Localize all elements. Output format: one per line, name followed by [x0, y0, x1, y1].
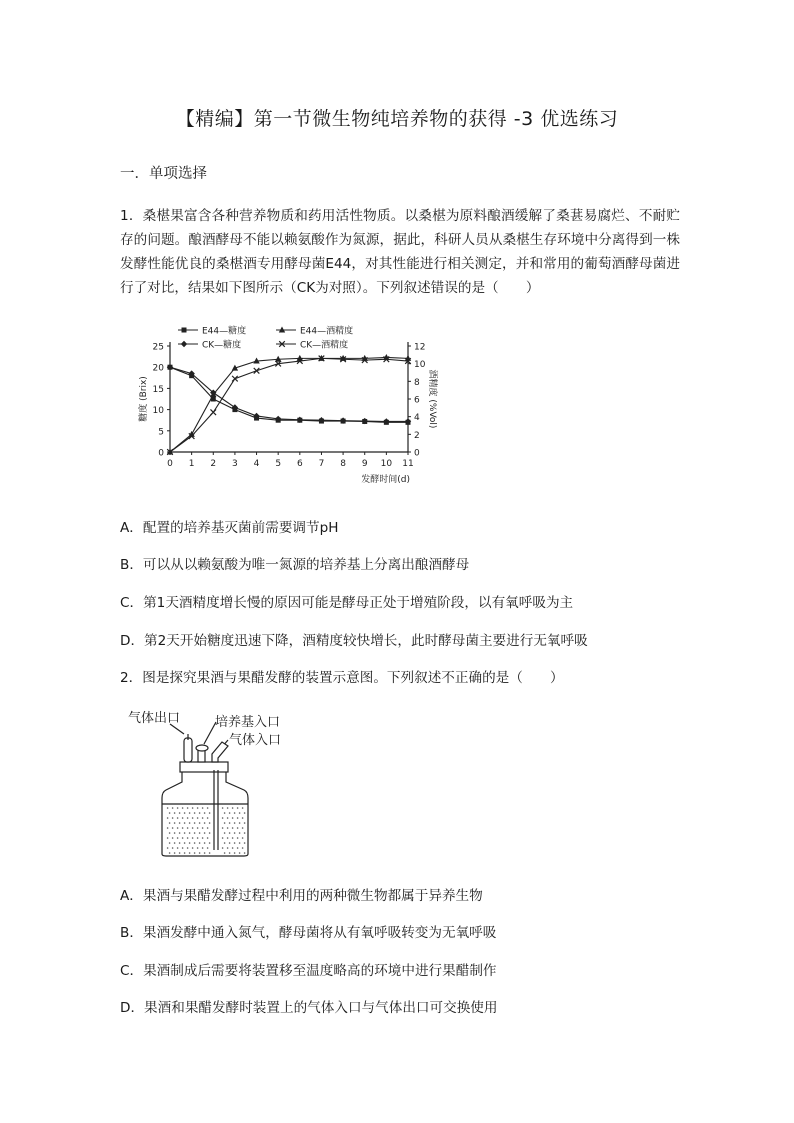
- section-heading: 一．单项选择: [120, 166, 207, 182]
- q2-option-b: B．果酒发酵中通入氮气，酵母菌将从有氧呼吸转变为无氧呼吸: [120, 925, 497, 941]
- x-tick-label: 6: [296, 459, 303, 469]
- medium-inlet-label: 培养基入口: [215, 715, 281, 730]
- q1-option-a: A．配置的培养基灭菌前需要调节pH: [120, 520, 339, 536]
- x-tick-label: 4: [253, 459, 260, 469]
- gas-inlet-label: 气体入口: [229, 733, 282, 748]
- series-line-3: [170, 358, 408, 452]
- left-tick-label: 0: [158, 448, 164, 459]
- q1-option-d: D．第2天开始糖度迅速下降，酒精度较快增长，此时酵母菌主要进行无氧呼吸: [120, 633, 588, 649]
- data-point: [210, 409, 216, 415]
- fermentation-chart: [126, 318, 437, 494]
- right-tick-label: 0: [414, 448, 420, 459]
- q1-option-b: B．可以从以赖氨酸为唯一氮源的培养基上分离出酿酒酵母: [120, 557, 470, 573]
- x-tick-label: 1: [188, 459, 195, 469]
- legend-label: E44—酒精度: [300, 326, 354, 337]
- right-axis-label: 酒精度 (%Vol): [427, 369, 437, 429]
- left-tick-label: 5: [158, 427, 164, 438]
- x-tick-label: 11: [402, 459, 414, 469]
- left-tick-label: 10: [152, 406, 164, 417]
- x-axis-label: 发酵时间(d): [361, 475, 410, 485]
- legend-label: E44—糖度: [202, 326, 247, 337]
- gas-outlet-label: 气体出口: [128, 711, 181, 726]
- right-tick-label: 10: [414, 360, 426, 371]
- x-tick-label: 5: [275, 459, 282, 469]
- series-line-0: [170, 367, 408, 422]
- q2-option-d: D．果酒和果醋发酵时装置上的气体入口与气体出口可交换使用: [120, 1000, 498, 1016]
- x-tick-label: 7: [318, 459, 325, 469]
- right-tick-label: 6: [414, 395, 420, 406]
- right-tick-label: 2: [414, 430, 420, 441]
- x-tick-label: 3: [232, 459, 238, 469]
- q1-option-c: C．第1天酒精度增长慢的原因可能是酵母正处于增殖阶段，以有氧呼吸为主: [120, 595, 574, 611]
- page-title: 【精编】第一节微生物纯培养物的获得 -3 优选练习: [175, 108, 619, 130]
- series-line-1: [170, 367, 408, 421]
- left-axis-label: 糖度 (Brix): [139, 376, 149, 422]
- data-point: [254, 368, 260, 374]
- question-1-text: 1．桑椹果富含各种营养物质和药用活性物质。以桑椹为原料酿酒缓解了桑葚易腐烂、不耐贮存的问题。酿酒酵母不能以赖氨酸作为氮源，据此，科研人员从桑椹生存环境中分离得到一株发酵性能优良的桑椹酒专用酵母菌E44，对其性能进行相关测定，并和常用的葡萄酒酵母菌进行了对比，结果如下图所示（CK为对照）。下列叙述错误的是（ ）: [120, 208, 680, 296]
- right-tick-label: 12: [414, 342, 426, 353]
- x-tick-label: 8: [340, 459, 346, 469]
- x-tick-label: 9: [361, 459, 368, 469]
- left-tick-label: 20: [152, 363, 164, 374]
- x-tick-label: 10: [380, 459, 393, 469]
- left-tick-label: 25: [152, 342, 164, 353]
- right-tick-label: 8: [414, 377, 420, 388]
- legend-label: CK—糖度: [202, 340, 242, 351]
- data-point: [232, 376, 238, 382]
- legend-marker: [182, 328, 187, 333]
- x-tick-label: 2: [210, 459, 217, 469]
- q2-option-c: C．果酒制成后需要将装置移至温度略高的环境中进行果醋制作: [120, 963, 497, 979]
- legend-label: CK—酒精度: [300, 340, 349, 351]
- left-tick-label: 15: [152, 384, 164, 395]
- question-2-text: 2．图是探究果酒与果醋发酵的装置示意图。下列叙述不正确的是（ ）: [120, 670, 564, 686]
- right-tick-label: 4: [414, 413, 420, 424]
- legend-marker: [181, 341, 187, 347]
- x-tick-label: 0: [167, 459, 173, 469]
- fermentation-apparatus-diagram: [124, 704, 294, 864]
- q2-option-a: A．果酒与果醋发酵过程中利用的两种微生物都属于异养生物: [120, 888, 483, 904]
- series-line-2: [170, 357, 408, 452]
